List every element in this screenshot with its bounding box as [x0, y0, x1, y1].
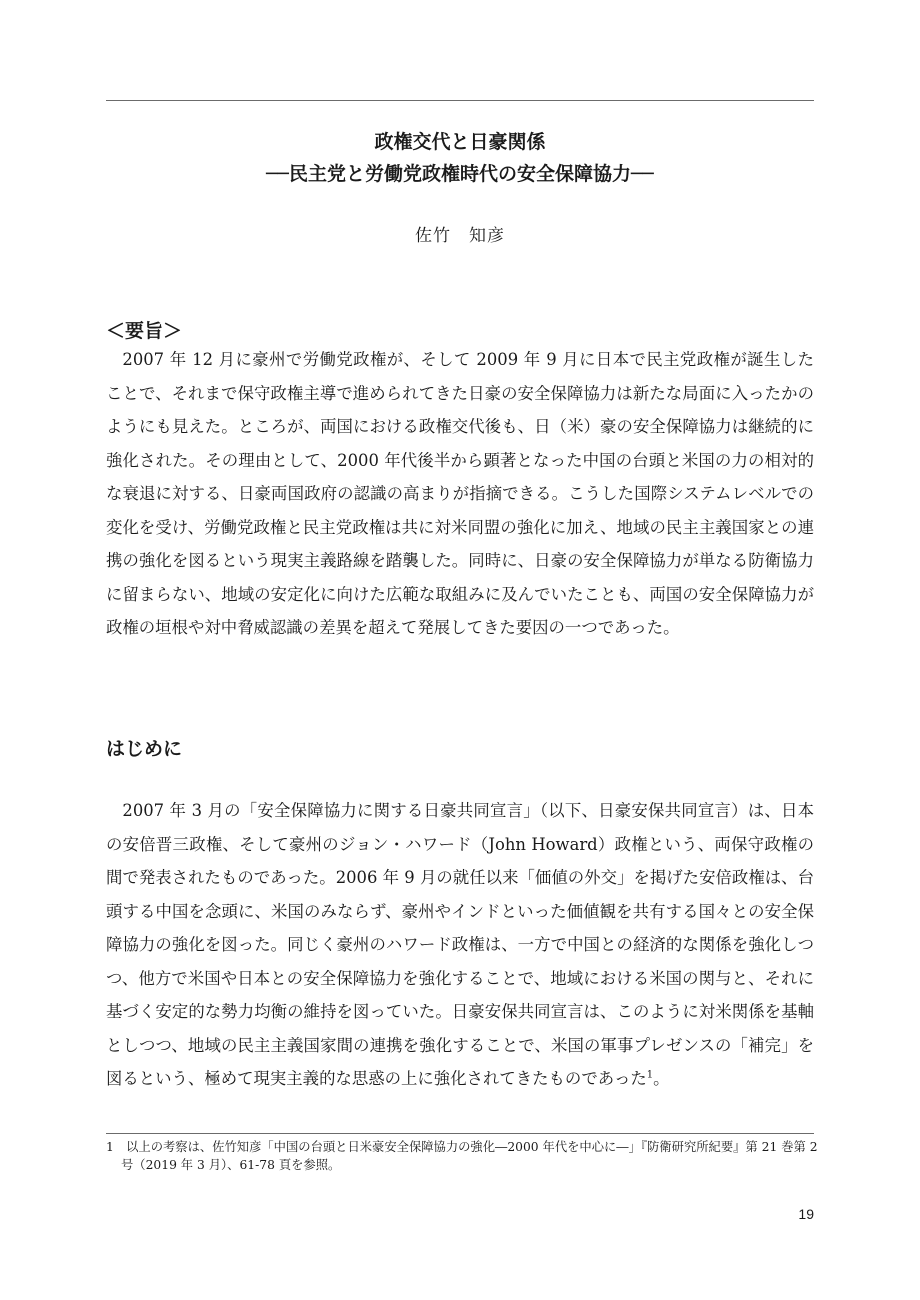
footnote-rule — [106, 1133, 814, 1134]
abstract-heading: ＜要旨＞ — [106, 320, 183, 342]
footnote-reference[interactable]: 1 — [646, 1069, 654, 1081]
article-author: 佐竹 知彦 — [415, 226, 505, 246]
introduction-heading: はじめに — [106, 738, 183, 760]
article-subtitle: ──民主党と労働党政権時代の安全保障協力── — [266, 163, 654, 185]
page-number: 19 — [798, 1206, 814, 1222]
article-title: 政権交代と日豪関係 — [374, 131, 546, 153]
abstract-text: 2007 年 12 月に豪州で労働党政権が、そして 2009 年 9 月に日本で民主党政権が誕生したことで、それまで保守政権主導で進められてきた日豪の安全保障協力は新たな局面に入ったかのようにも見えた。ところが、両国における政権交代後も、日（米）豪の安全保障協力は継続的に強化された。その理由として、2000 年代後半から顕著となった中国の台頭と米国の力の相対的な衰退に対する、日豪両国政府の認識の高まりが指摘できる。こうした国際システムレベルでの変化を受け、労働党政権と民主党政権は共に対米同盟の強化に加え、地域の民主主義国家との連携の強化を図るという現実主義路線を踏襲した。同時に、日豪の安全保障協力が単なる防衛協力に留まらない、地域の安定化に向けた広範な取組みに及んでいたことも、両国の安全保障協力が政権の垣根や対中脅威認識の差異を超えて発展してきた要因の一つであった。 — [106, 350, 814, 637]
footnote: 1 以上の考察は、佐竹知彦「中国の台頭と日米豪安全保障協力の強化―2000 年代を中心に―」『防衛研究所紀要』第 21 巻第 2 号（2019 年 3 月）、61-78 頁を参照。 — [106, 1140, 818, 1172]
abstract-body — [106, 343, 814, 645]
header-rule — [106, 100, 814, 101]
introduction-text-end: 。 — [653, 1069, 670, 1088]
introduction-body — [106, 794, 814, 1096]
introduction-text: 2007 年 3 月の「安全保障協力に関する日豪共同宣言」（以下、日豪安保共同宣言）は、日本の安倍晋三政権、そして豪州のジョン・ハワード（John Howard）政権という、両保守政権の間で発表されたものであった。2006 年 9 月の就任以来「価値の外交」を掲げた安倍政権は、台頭する中国を念頭に、米国のみならず、豪州やインドといった価値観を共有する国々との安全保障協力の強化を図った。同じく豪州のハワード政権は、一方で中国との経済的な関係を強化しつつ、他方で米国や日本との安全保障協力を強化することで、地域における米国の関与と、それに基づく安定的な勢力均衡の維持を図っていた。日豪安保共同宣言は、このように対米関係を基軸としつつ、地域の民主主義国家間の連携を強化することで、米国の軍事プレゼンスの「補完」を図るという、極めて現実主義的な思惑の上に強化されてきたものであった — [106, 801, 814, 1088]
